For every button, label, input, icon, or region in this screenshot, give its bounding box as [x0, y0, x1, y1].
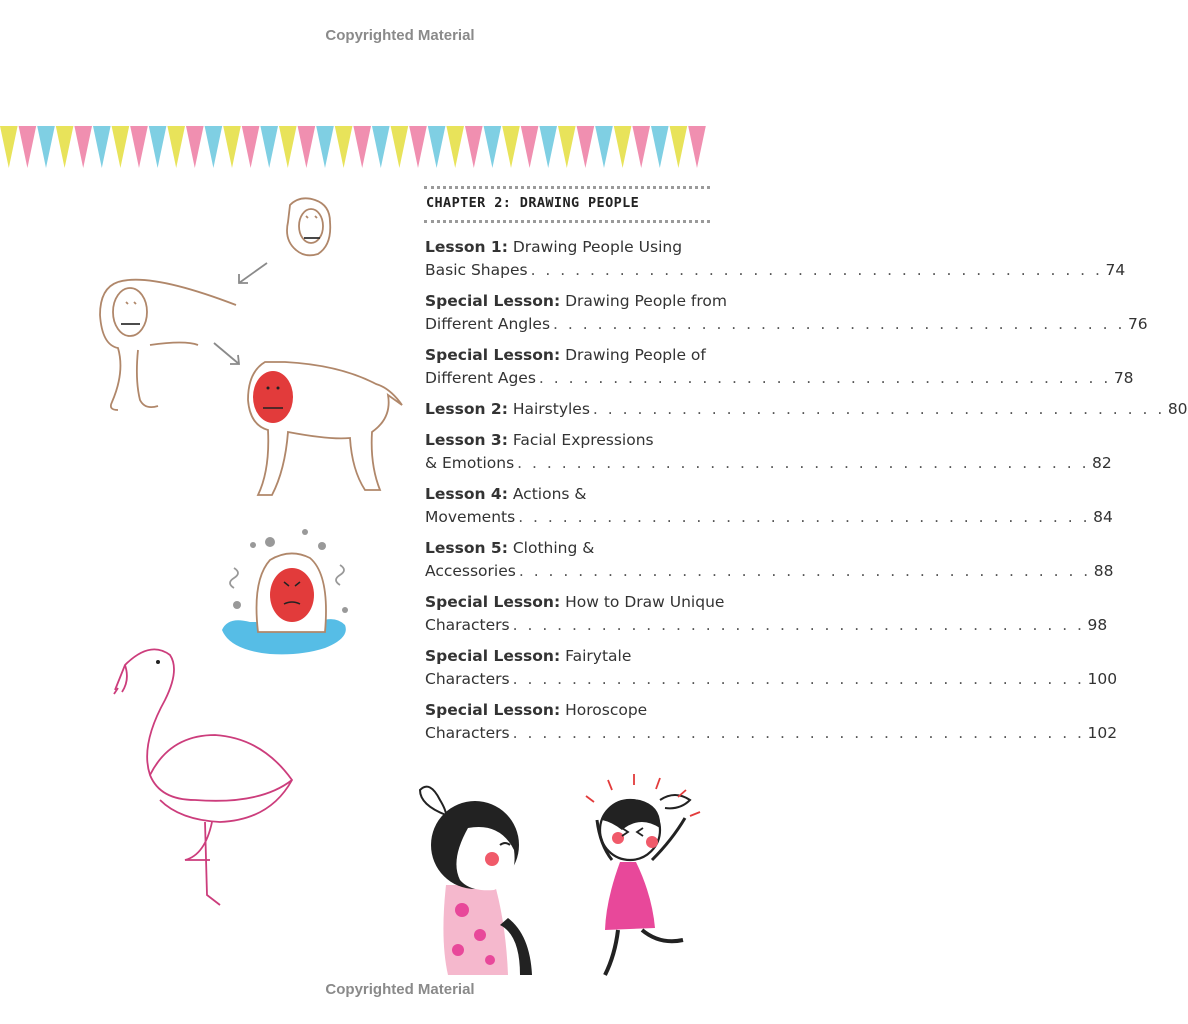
bunting-flag: [484, 126, 502, 168]
toc-entry-title: Drawing People Using: [512, 238, 683, 256]
bunting-flag: [186, 126, 204, 168]
copyright-watermark-top: Copyrighted Material: [325, 27, 475, 44]
bunting-flag: [577, 126, 595, 168]
toc-entry: [425, 236, 1126, 282]
bunting-flag: [670, 126, 688, 168]
toc-entry-first-line: [425, 483, 710, 506]
toc-dot-leader: . . . . . . . . . . . . . . . . . . . . . . . . . . . . . . . . . . . . . . .: [592, 400, 1165, 418]
bunting-flag: [130, 126, 148, 168]
dotted-divider-bottom: [424, 220, 710, 223]
toc-entry-first-line: [425, 290, 727, 313]
small-monkey-head-illustration: [287, 198, 330, 255]
toc-dot-leader: . . . . . . . . . . . . . . . . . . . . . . . . . . . . . . . . . . . . . . .: [553, 315, 1125, 333]
toc-dot-leader: . . . . . . . . . . . . . . . . . . . . . . . . . . . . . . . . . . . . . . .: [518, 508, 1091, 526]
bunting-flag: [19, 126, 37, 168]
girl-jumping-illustration: [586, 774, 700, 975]
toc-entry-second-line: [425, 668, 1118, 691]
toc-entry-label: Lesson 2:: [425, 400, 508, 418]
toc-entry-first-line: [425, 699, 710, 722]
toc-entry-single-line: [425, 398, 1188, 421]
toc-entry: [425, 344, 1134, 390]
toc-entry-title-continued: Characters: [425, 724, 510, 742]
bunting-flag: [521, 126, 539, 168]
toc-entry-title: Drawing People of: [565, 346, 706, 364]
toc-page-number: 88: [1093, 562, 1114, 580]
bunting-flag: [316, 126, 334, 168]
toc-page-number: 100: [1087, 670, 1118, 688]
toc-page-number: 80: [1167, 400, 1188, 418]
bunting-flag: [502, 126, 520, 168]
bunting-flag: [74, 126, 92, 168]
bunting-flag: [279, 126, 297, 168]
monkey-outline-illustration: [100, 280, 236, 410]
toc-page-number: 74: [1105, 261, 1126, 279]
bunting-flag: [260, 126, 278, 168]
toc-page-number: 78: [1113, 369, 1134, 387]
red-faced-monkey-illustration: [248, 362, 402, 495]
bunting-flag: [372, 126, 390, 168]
bunting-flag: [56, 126, 74, 168]
toc-entry: [425, 699, 1118, 745]
bunting-flag: [558, 126, 576, 168]
toc-entry-second-line: [425, 313, 1148, 336]
toc-entry-second-line: [425, 367, 1134, 390]
bunting-flag: [205, 126, 223, 168]
bunting-flag: [595, 126, 613, 168]
toc-dot-leader: . . . . . . . . . . . . . . . . . . . . . . . . . . . . . . . . . . . . . . .: [512, 616, 1085, 634]
toc-entry-first-line: [425, 344, 710, 367]
bunting-flag: [391, 126, 409, 168]
bunting-flag: [242, 126, 260, 168]
bathing-monkey-illustration: [222, 529, 348, 654]
bunting-flag: [93, 126, 111, 168]
girl-polka-dress-illustration: [420, 787, 532, 975]
toc-entry-title: How to Draw Unique: [565, 593, 725, 611]
toc-entry-label: Special Lesson:: [425, 701, 561, 719]
toc-page-number: 82: [1092, 454, 1112, 472]
toc-entry-title-continued: Characters: [425, 670, 510, 688]
bunting-flag: [37, 126, 55, 168]
toc-entry-label: Special Lesson:: [425, 346, 561, 364]
toc-entry-second-line: [425, 506, 1113, 529]
toc-entry-title: Fairytale: [565, 647, 632, 665]
toc-entry-title-continued: Basic Shapes: [425, 261, 528, 279]
toc-entry-second-line: [425, 614, 1108, 637]
toc-dot-leader: . . . . . . . . . . . . . . . . . . . . . . . . . . . . . . . . . . . . . . .: [517, 454, 1090, 472]
bunting-flag: [632, 126, 650, 168]
toc-entry: [425, 429, 1112, 475]
toc-entry-first-line: [425, 236, 710, 259]
toc-entry-title-continued: Different Ages: [425, 369, 536, 387]
toc-entry-title: Facial Expressions: [512, 431, 654, 449]
toc-page-number: 102: [1087, 724, 1118, 742]
toc-entry-label: Special Lesson:: [425, 593, 561, 611]
toc-entry-label: Lesson 3:: [425, 431, 508, 449]
bunting-flag: [428, 126, 446, 168]
dotted-divider-top: [424, 186, 710, 189]
toc-dot-leader: . . . . . . . . . . . . . . . . . . . . . . . . . . . . . . . . . . . . . . .: [518, 562, 1091, 580]
bunting-flag: [335, 126, 353, 168]
toc-entry-title: Horoscope: [565, 701, 648, 719]
toc-entry-title: Hairstyles: [512, 400, 590, 418]
bunting-flag: [446, 126, 464, 168]
toc-entry-title-continued: & Emotions: [425, 454, 515, 472]
toc-entry-second-line: [425, 560, 1114, 583]
bunting-flag: [298, 126, 316, 168]
toc-entry-first-line: [425, 537, 710, 560]
toc-dot-leader: . . . . . . . . . . . . . . . . . . . . . . . . . . . . . . . . . . . . . . .: [530, 261, 1103, 279]
toc-entry: [425, 537, 1114, 583]
toc-entry-first-line: [425, 429, 710, 452]
chapter-title: CHAPTER 2: DRAWING PEOPLE: [426, 195, 640, 211]
bunting-flag: [0, 126, 18, 168]
toc-entry-second-line: [425, 259, 1126, 282]
bunting-flag: [149, 126, 167, 168]
toc-entry: [425, 483, 1113, 529]
bunting-flag: [651, 126, 669, 168]
toc-entry-title-continued: Accessories: [425, 562, 516, 580]
toc-entry-label: Special Lesson:: [425, 292, 561, 310]
toc-entry-label: Lesson 4:: [425, 485, 508, 503]
toc-entry-title: Clothing &: [512, 539, 595, 557]
toc-page-number: 76: [1127, 315, 1148, 333]
toc-entry: [425, 591, 1108, 637]
toc-dot-leader: . . . . . . . . . . . . . . . . . . . . . . . . . . . . . . . . . . . . . . .: [538, 369, 1111, 387]
toc-entry-title: Drawing People from: [565, 292, 727, 310]
toc-entry-second-line: [425, 452, 1112, 475]
bunting-flag: [167, 126, 185, 168]
toc-page-number: 98: [1087, 616, 1108, 634]
copyright-watermark-bottom: Copyrighted Material: [325, 981, 475, 998]
toc-entry-title: Actions &: [512, 485, 587, 503]
toc-entry-title-continued: Characters: [425, 616, 510, 634]
toc-entry-title-continued: Different Angles: [425, 315, 551, 333]
toc-entry-second-line: [425, 722, 1118, 745]
arrow-illustrations: [214, 263, 267, 364]
table-of-contents: [425, 236, 1188, 753]
bunting-flag: [409, 126, 427, 168]
bunting-banner: [0, 124, 712, 170]
toc-entry: [425, 645, 1118, 691]
bunting-flag: [353, 126, 371, 168]
toc-entry-label: Special Lesson:: [425, 647, 561, 665]
bunting-flag: [465, 126, 483, 168]
toc-dot-leader: . . . . . . . . . . . . . . . . . . . . . . . . . . . . . . . . . . . . . . .: [512, 670, 1085, 688]
bunting-flag: [614, 126, 632, 168]
bunting-flag: [539, 126, 557, 168]
toc-entry-label: Lesson 5:: [425, 539, 508, 557]
bunting-flag: [688, 126, 706, 168]
bunting-flag: [112, 126, 130, 168]
toc-dot-leader: . . . . . . . . . . . . . . . . . . . . . . . . . . . . . . . . . . . . . . .: [512, 724, 1085, 742]
toc-entry-first-line: [425, 591, 725, 614]
toc-entry-heading: [425, 398, 590, 421]
toc-entry-first-line: [425, 645, 710, 668]
bunting-flag: [223, 126, 241, 168]
toc-entry: [425, 398, 1188, 421]
toc-entry-title-continued: Movements: [425, 508, 516, 526]
toc-entry-label: Lesson 1:: [425, 238, 508, 256]
toc-page-number: 84: [1093, 508, 1113, 526]
toc-entry: [425, 290, 1148, 336]
flamingo-illustration: [114, 649, 292, 905]
